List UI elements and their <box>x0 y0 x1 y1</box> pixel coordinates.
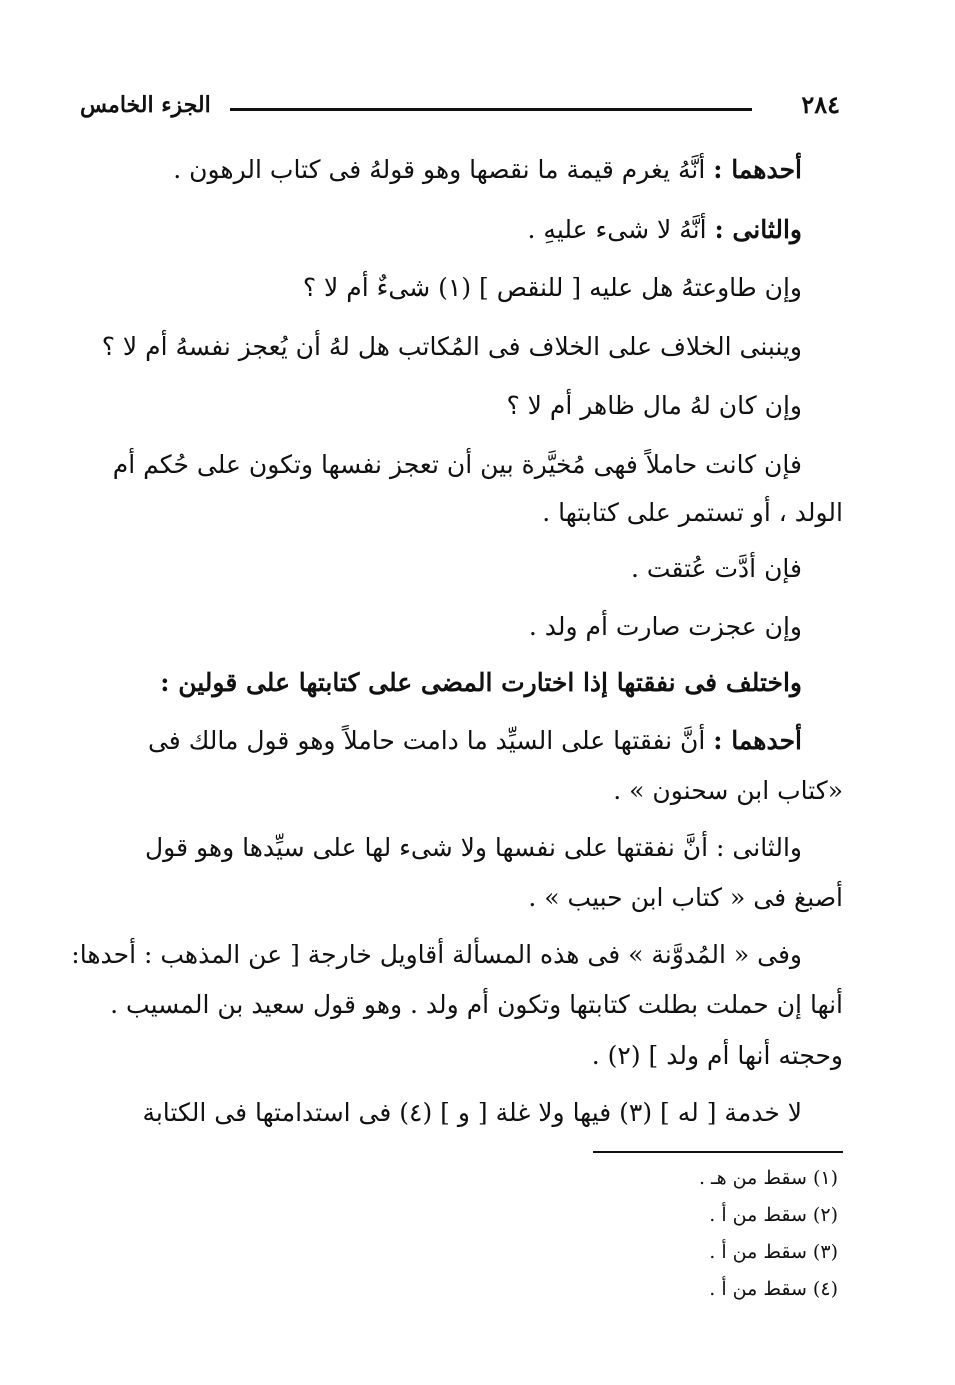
line-text: أنَّ نفقتها على السيِّد ما دامت حاملاً وهو قول مالك فى <box>147 726 714 755</box>
text-line <box>173 150 802 190</box>
line-text: لا خدمة [ له ] (٣) فيها ولا غلة [ و ] (٤) فى استدامتها فى الكتابة <box>142 1098 802 1127</box>
line-lead: واختلف فى نفقتها إذا اختارت المضى على كتابتها على قولين : <box>160 668 802 697</box>
text-line <box>528 878 843 918</box>
text-line <box>110 985 843 1025</box>
line-text: وإن كان لهُ مال ظاهر أم لا ؟ <box>506 391 802 420</box>
line-text: وحجته أنها أم ولد ] (٢) . <box>591 1041 843 1070</box>
line-text: وينبنى الخلاف على الخلاف فى المُكاتب هل لهُ أن يُعجز نفسهُ أم لا ؟ <box>101 332 802 361</box>
line-text: والثانى : أنَّ نفقتها على نفسها ولا شىء لها على سيِّدها وهو قول <box>145 833 802 862</box>
line-text: أنها إن حملت بطلت كتابتها وتكون أم ولد . وهو قول سعيد بن المسيب . <box>110 990 843 1019</box>
running-header <box>80 92 840 132</box>
text-line <box>71 935 802 975</box>
line-text: وفى « المُدوَّنة » فى هذه المسألة أقاويل خارجة [ عن المذهب : أحدها: <box>71 940 802 969</box>
line-text: أنَّهُ لا شىء عليهِ . <box>527 215 715 244</box>
line-text: أصبغ فى « كتاب ابن حبيب » . <box>528 883 843 912</box>
footnote-separator <box>593 1151 843 1153</box>
footnote: (٤) سقط من أ . <box>709 1278 838 1300</box>
text-line <box>145 828 802 868</box>
text-line <box>631 549 802 589</box>
text-line <box>160 663 802 703</box>
part-title: الجزء الخامس <box>80 92 211 118</box>
text-line <box>528 210 802 250</box>
footnote: (١) سقط من هـ . <box>698 1167 838 1189</box>
line-text: وإن طاوعتهُ هل عليه [ للنقص ] (١) شىءٌ أم لا ؟ <box>302 273 802 302</box>
text-line <box>142 1093 802 1133</box>
footnote: (٢) سقط من أ . <box>709 1204 838 1226</box>
line-text: فإن أدَّت عُتقت . <box>631 554 802 583</box>
line-text: وإن عجزت صارت أم ولد . <box>528 612 802 641</box>
line-lead: أحدهما : <box>713 726 802 755</box>
line-text: فإن كانت حاملاً فهى مُخيَّرة بين أن تعجز نفسها وتكون على حُكم أم <box>112 450 802 479</box>
footnote: (٣) سقط من أ . <box>709 1241 838 1263</box>
text-line <box>303 268 802 308</box>
line-lead: أحدهما : <box>713 155 802 184</box>
line-lead: والثانى : <box>714 215 802 244</box>
text-line <box>592 1036 843 1076</box>
header-rule <box>230 108 752 111</box>
text-line <box>529 607 802 647</box>
text-line <box>542 493 843 533</box>
text-line <box>148 721 802 761</box>
text-line <box>102 327 802 367</box>
page-number: ٢٨٤ <box>801 90 840 119</box>
line-text: الولد ، أو تستمر على كتابتها . <box>542 498 843 527</box>
text-line <box>613 771 843 811</box>
text-line <box>506 386 802 426</box>
text-line <box>113 445 802 485</box>
line-text: أنَّهُ يغرم قيمة ما نقصها وهو قولهُ فى كتاب الرهون . <box>173 155 714 184</box>
line-text: «كتاب ابن سحنون » . <box>613 776 843 805</box>
